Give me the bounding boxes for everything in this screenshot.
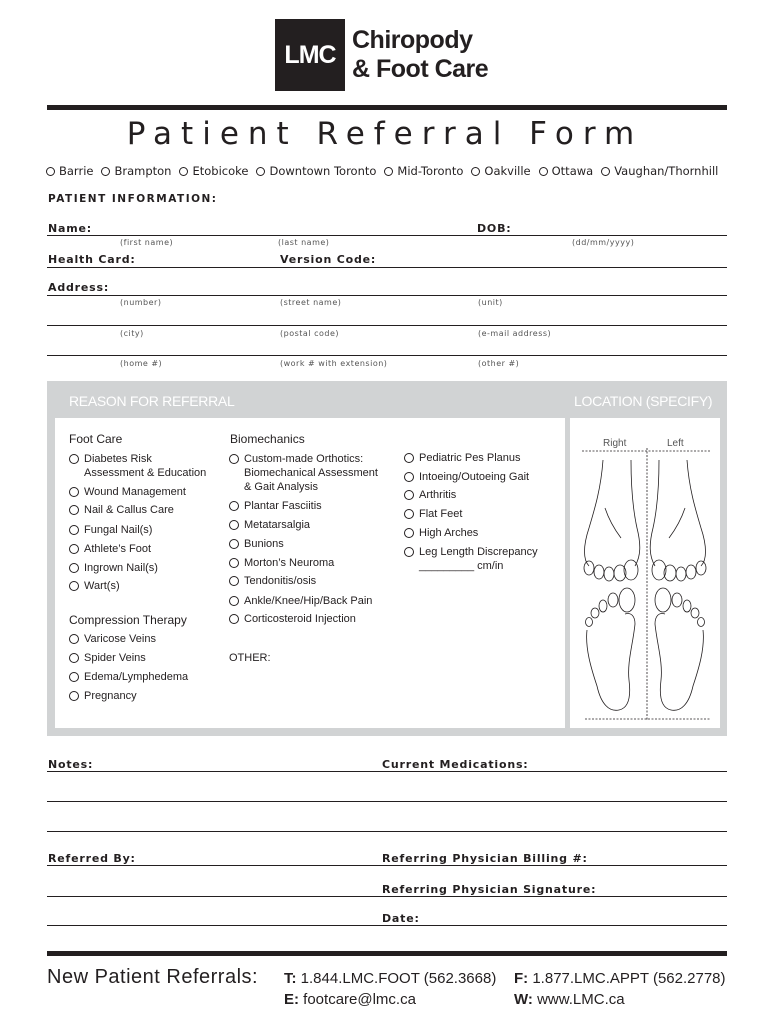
- email-value[interactable]: footcare@lmc.ca: [303, 991, 416, 1008]
- option-label: Arthritis: [419, 489, 457, 501]
- signature-label: Referring Physician Signature:: [382, 883, 597, 896]
- home-phone-hint: (home #): [120, 359, 163, 368]
- email-hint: (e-mail address): [478, 329, 552, 338]
- checkbox-circle[interactable]: [69, 581, 79, 591]
- location-option-vaughan-thornhill[interactable]: [601, 164, 718, 178]
- checkbox-circle[interactable]: [229, 520, 239, 530]
- option-label: [419, 545, 538, 573]
- location-label: Mid-Toronto: [397, 164, 464, 178]
- checkbox-circle[interactable]: [229, 558, 239, 568]
- location-label: Etobicoke: [192, 164, 249, 178]
- location-options: [46, 164, 718, 178]
- option-label: Metatarsalgia: [244, 519, 311, 531]
- radio-circle[interactable]: [384, 167, 393, 176]
- option-label: Ankle/Knee/Hip/Back Pain: [244, 595, 373, 607]
- location-label: Ottawa: [551, 164, 594, 178]
- checkbox-circle[interactable]: [229, 614, 239, 624]
- checkbox-circle[interactable]: [229, 501, 239, 511]
- phone-value[interactable]: 1.844.LMC.FOOT (562.3668): [300, 970, 497, 987]
- logo-mark: [275, 19, 345, 91]
- location-option-brampton[interactable]: [101, 164, 171, 178]
- option-label: High Arches: [419, 527, 479, 539]
- option-label: Bunions: [244, 538, 284, 550]
- option-label: Corticosteroid Injection: [244, 613, 356, 625]
- postal-hint: (postal code): [280, 329, 339, 338]
- option-plantar-fasciitis[interactable]: [229, 499, 322, 513]
- logo-line-2: & Foot Care: [352, 55, 489, 83]
- left-foot-top-icon: [650, 460, 706, 581]
- checkbox-circle[interactable]: [69, 691, 79, 701]
- address-line-1[interactable]: [47, 295, 727, 296]
- radio-circle[interactable]: [601, 167, 610, 176]
- dob-hint: (dd/mm/yyyy): [572, 238, 635, 247]
- address-line-2[interactable]: [47, 325, 727, 326]
- checkbox-circle[interactable]: [69, 653, 79, 663]
- option-wound-management[interactable]: [69, 485, 186, 499]
- right-foot-top-icon: [584, 460, 640, 581]
- footer-contact-right: [514, 968, 726, 1010]
- location-option-oakville[interactable]: [471, 164, 530, 178]
- option-mortons-neuroma[interactable]: [229, 556, 334, 570]
- notes-label: Notes:: [48, 758, 94, 771]
- referred-by-label: Referred By:: [48, 852, 136, 865]
- website-value[interactable]: www.LMC.ca: [537, 991, 625, 1008]
- option-ankle-knee-hip-back-pain[interactable]: [229, 594, 372, 608]
- checkbox-circle[interactable]: [69, 454, 79, 464]
- location-option-ottawa[interactable]: [539, 164, 594, 178]
- other-field[interactable]: [229, 651, 271, 665]
- street-hint: (street name): [280, 298, 342, 307]
- foot-diagram[interactable]: [575, 448, 715, 723]
- other-label: OTHER:: [229, 652, 271, 664]
- option-bunions[interactable]: [229, 537, 284, 551]
- left-foot-label: Left: [667, 438, 684, 449]
- compression-heading: Compression Therapy: [69, 613, 187, 627]
- radio-circle[interactable]: [471, 167, 480, 176]
- footer-heading: New Patient Referrals:: [47, 966, 259, 988]
- checkbox-circle[interactable]: [404, 528, 414, 538]
- option-label: Athlete’s Foot: [84, 543, 152, 555]
- phone-key: T:: [284, 970, 297, 987]
- reason-heading: REASON FOR REFERRAL: [69, 393, 235, 409]
- option-line-2: Biomechanical Assessment: [244, 467, 378, 479]
- option-label: Morton’s Neuroma: [244, 557, 335, 569]
- option-line-1: Leg Length Discrepancy: [419, 546, 538, 558]
- checkbox-circle[interactable]: [69, 563, 79, 573]
- option-intoeing-outoeing-gait[interactable]: [404, 470, 529, 484]
- name-label: Name:: [48, 222, 92, 235]
- date-label: Date:: [382, 912, 420, 925]
- header-rule: [47, 105, 727, 110]
- phone-line[interactable]: [47, 355, 727, 356]
- option-label: Pediatric Pes Planus: [419, 452, 521, 464]
- checkbox-circle[interactable]: [229, 576, 239, 586]
- version-code-label: Version Code:: [280, 253, 377, 266]
- footer-contact-left: [284, 968, 496, 1010]
- option-metatarsalgia[interactable]: [229, 518, 310, 532]
- radio-circle[interactable]: [539, 167, 548, 176]
- checkbox-circle[interactable]: [404, 472, 414, 482]
- right-foot-sole-icon: [586, 588, 636, 710]
- other-phone-hint: (other #): [478, 359, 520, 368]
- option-label: Nail & Callus Care: [84, 504, 174, 516]
- location-label: Brampton: [114, 164, 172, 178]
- location-option-downtown-toronto[interactable]: [256, 164, 376, 178]
- option-label: Tendonitis/osis: [244, 575, 317, 587]
- first-name-hint: (first name): [120, 238, 174, 247]
- email-key: E:: [284, 991, 299, 1008]
- referred-by-line[interactable]: [47, 865, 727, 866]
- option-line-1: Custom-made Orthotics:: [244, 453, 364, 465]
- radio-circle[interactable]: [101, 167, 110, 176]
- option-line-2: Assessment & Education: [84, 467, 207, 479]
- option-label: [84, 452, 206, 480]
- location-option-barrie[interactable]: [46, 164, 93, 178]
- left-foot-sole-icon: [655, 588, 705, 710]
- biomechanics-heading: Biomechanics: [230, 432, 305, 446]
- checkbox-circle[interactable]: [69, 525, 79, 535]
- option-label: Wart(s): [84, 580, 120, 592]
- option-nail-callus-care[interactable]: [69, 503, 174, 517]
- option-label: Pregnancy: [84, 690, 137, 702]
- option-high-arches[interactable]: [404, 526, 478, 540]
- medications-label: Current Medications:: [382, 758, 529, 771]
- footer-email: [284, 989, 496, 1010]
- option-pregnancy[interactable]: [69, 689, 137, 703]
- location-label: Oakville: [484, 164, 531, 178]
- radio-circle[interactable]: [256, 167, 265, 176]
- checkbox-circle[interactable]: [404, 453, 414, 463]
- option-label: Wound Management: [84, 486, 186, 498]
- right-foot-label: Right: [603, 438, 627, 449]
- option-leg-length-discrepancy[interactable]: [404, 545, 538, 573]
- option-line-3: & Gait Analysis: [244, 481, 318, 493]
- form-title: Patient Referral Form: [126, 116, 644, 152]
- footer-phone: [284, 968, 496, 989]
- radio-circle[interactable]: [46, 167, 55, 176]
- option-ingrown-nails[interactable]: [69, 561, 158, 575]
- checkbox-circle[interactable]: [404, 509, 414, 519]
- option-label: Varicose Veins: [84, 633, 156, 645]
- option-label: Spider Veins: [84, 652, 146, 664]
- checkbox-circle[interactable]: [404, 490, 414, 500]
- option-fungal-nails[interactable]: [69, 523, 152, 537]
- option-label: Intoeing/Outoeing Gait: [419, 471, 530, 483]
- option-flat-feet[interactable]: [404, 507, 462, 521]
- option-line-1: Diabetes Risk: [84, 453, 152, 465]
- checkbox-circle[interactable]: [229, 454, 239, 464]
- cm-in-blank: _________ cm/in: [419, 560, 504, 572]
- option-pediatric-pes-planus[interactable]: [404, 451, 521, 465]
- option-warts[interactable]: [69, 579, 120, 593]
- unit-hint: (unit): [478, 298, 503, 307]
- checkbox-circle[interactable]: [229, 596, 239, 606]
- footer-rule: [47, 951, 727, 956]
- checkbox-circle[interactable]: [404, 547, 414, 557]
- fax-key: F:: [514, 970, 529, 987]
- notes-line-1[interactable]: [47, 771, 727, 772]
- health-card-field-line[interactable]: [47, 267, 727, 268]
- option-athletes-foot[interactable]: [69, 542, 151, 556]
- date-line[interactable]: [47, 925, 727, 926]
- footer-website: [514, 989, 726, 1010]
- location-option-mid-toronto[interactable]: [384, 164, 463, 178]
- location-label: Barrie: [59, 164, 94, 178]
- option-spider-veins[interactable]: [69, 651, 146, 665]
- dob-label: DOB:: [477, 222, 512, 235]
- checkbox-circle[interactable]: [69, 634, 79, 644]
- logo-wordmark: [352, 26, 488, 84]
- option-label: Edema/Lymphedema: [84, 671, 189, 683]
- website-key: W:: [514, 991, 533, 1008]
- number-hint: (number): [120, 298, 162, 307]
- notes-line-2[interactable]: [47, 801, 727, 802]
- location-option-etobicoke[interactable]: [179, 164, 248, 178]
- fax-value[interactable]: 1.877.LMC.APPT (562.2778): [532, 970, 726, 987]
- option-label: Flat Feet: [419, 508, 463, 520]
- option-corticosteroid-injection[interactable]: [229, 612, 356, 626]
- option-arthritis[interactable]: [404, 488, 456, 502]
- option-tendonitis[interactable]: [229, 574, 316, 588]
- location-label: Downtown Toronto: [269, 164, 377, 178]
- patient-info-heading: PATIENT INFORMATION:: [48, 193, 218, 205]
- checkbox-circle[interactable]: [69, 487, 79, 497]
- logo-mark-text: LMC: [284, 40, 336, 69]
- work-phone-hint: (work # with extension): [280, 359, 388, 368]
- option-label: Fungal Nail(s): [84, 524, 153, 536]
- location-label: Vaughan/Thornhill: [614, 164, 719, 178]
- logo-line-1: Chiropody: [352, 26, 473, 54]
- billing-label: Referring Physician Billing #:: [382, 852, 588, 865]
- last-name-hint: (last name): [278, 238, 330, 247]
- option-varicose-veins[interactable]: [69, 632, 156, 646]
- health-card-label: Health Card:: [48, 253, 136, 266]
- option-label: Ingrown Nail(s): [84, 562, 158, 574]
- address-label: Address:: [48, 281, 110, 294]
- checkbox-circle[interactable]: [69, 672, 79, 682]
- checkbox-circle[interactable]: [69, 505, 79, 515]
- signature-line[interactable]: [47, 896, 727, 897]
- option-edema-lymphedema[interactable]: [69, 670, 188, 684]
- name-field-line[interactable]: [47, 235, 727, 236]
- option-custom-orthotics[interactable]: [229, 452, 378, 494]
- radio-circle[interactable]: [179, 167, 188, 176]
- notes-line-3[interactable]: [47, 831, 727, 832]
- checkbox-circle[interactable]: [69, 544, 79, 554]
- option-label: [244, 452, 378, 494]
- option-diabetes-risk[interactable]: [69, 452, 206, 480]
- option-label: Plantar Fasciitis: [244, 500, 322, 512]
- location-heading: LOCATION (SPECIFY): [574, 393, 713, 409]
- checkbox-circle[interactable]: [229, 539, 239, 549]
- city-hint: (city): [120, 329, 144, 338]
- foot-care-heading: Foot Care: [69, 432, 123, 446]
- footer-fax: [514, 968, 726, 989]
